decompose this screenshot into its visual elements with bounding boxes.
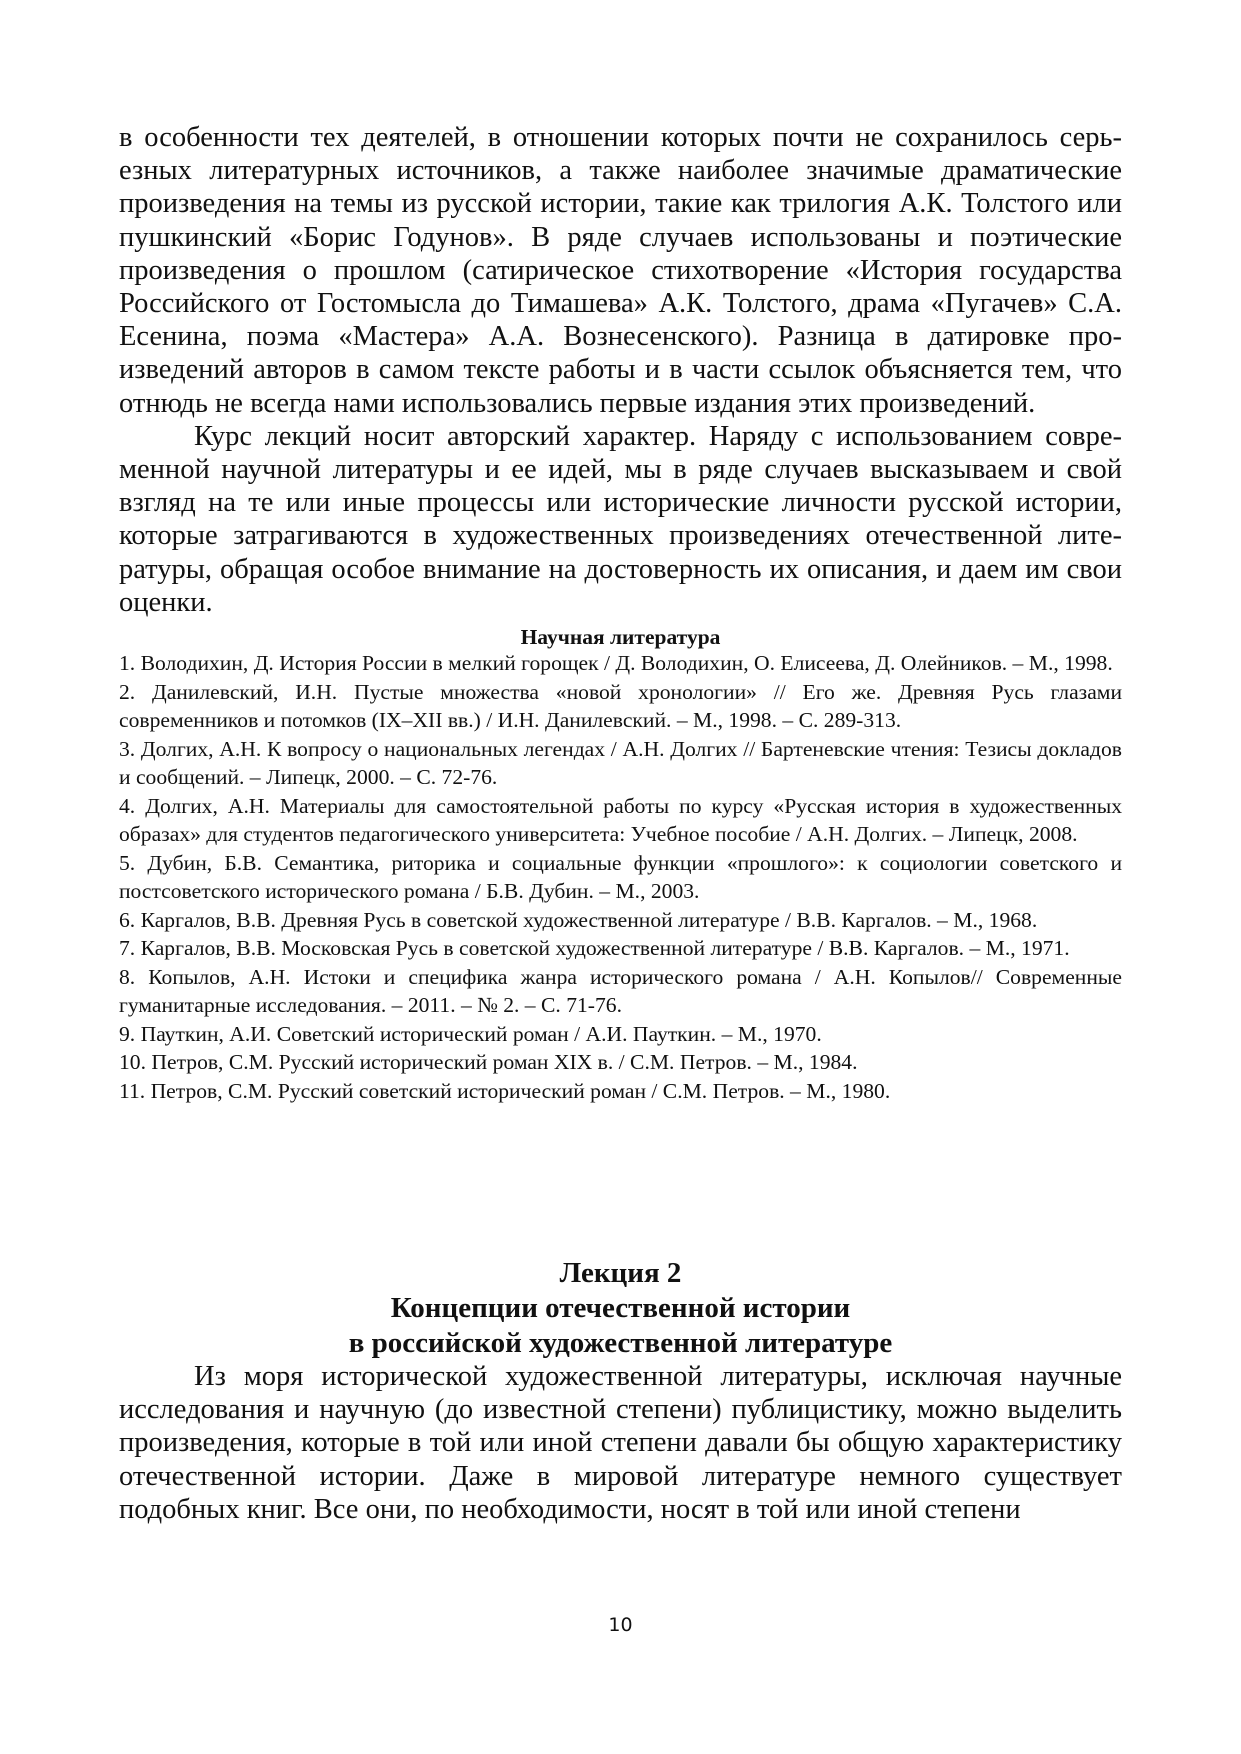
reference-item: 1. Володихин, Д. История России в мелкий горощек / Д. Володихин, О. Елисеева, Д. Олейников. – М., 1998.	[119, 651, 1113, 675]
lecture-title-line-2: в российской художественной литературе	[348, 1327, 893, 1359]
reference-item: 4. Долгих, А.Н. Материалы для самостоятельной работы по курсу «Русская история в художественных образах» для студентов педагогического университета: Учебное пособие / А.Н. Долгих. – Липецк, 2008.	[119, 793, 1122, 846]
intro-text-block	[119, 121, 1122, 619]
reference-item: 5. Дубин, Б.В. Семантика, риторика и социальные функции «прошлого»: к социологии советского и постсоветского исторического романа / Б.В. Дубин. – М., 2003.	[119, 850, 1122, 903]
intro-paragraph-2: Курс лекций носит авторский характер. Наряду с использованием современной научной литературы и ее идей, мы в ряде случаев высказываем и свой взгляд на те или иные процессы или исторические личности русской истории, которые затрагиваются в художественных произведениях отечественной литературы, обращая особое внимание на достоверность их описания, и даем им свои оценки.	[119, 420, 1122, 618]
reference-item: 10. Петров, С.М. Русский исторический роман XIX в. / С.М. Петров. – М., 1984.	[119, 1050, 858, 1074]
lecture-paragraph-1: Из моря исторической художественной литературы, исключая научные исследования и научную (до известной степени) публицистику, можно выделить произведения, которые в той или иной степени давали бы общую характеристику отечественной истории. Даже в мировой литературе немного существует подобных книг. Все они, по необходимости, носят в той или иной степени	[119, 1361, 1122, 1525]
intro-paragraph-1: в особенности тех деятелей, в отношении которых почти не сохранилось серьезных литературных источников, а также наиболее значимые драматические произведения на темы из русской истории, такие как трилогия А.К. Толстого или пушкинский «Борис Годунов». В ряде случаев использованы и поэтические произведения о прошлом (сатирическое стихотворение «История государства Российского от Гостомысла до Тимашева» А.К. Толстого, драма «Пугачев» С.А. Есенина, поэма «Мастера» А.А. Вознесенского). Разница в датировке произведений авторов в самом тексте работы и в части ссылок объясняется тем, что отнюдь не всегда нами использовались первые издания этих произведений.	[119, 122, 1122, 419]
reference-item: 8. Копылов, А.Н. Истоки и специфика жанра исторического романа / А.Н. Копылов// Современные гуманитарные исследования. – 2011. – № 2. – С. 71-76.	[119, 964, 1122, 1017]
reference-item: 11. Петров, С.М. Русский советский исторический роман / С.М. Петров. – М., 1980.	[119, 1078, 891, 1103]
references-list	[119, 649, 1122, 1105]
page-number: 10	[608, 1614, 633, 1636]
reference-item: 3. Долгих, А.Н. К вопросу о национальных легендах / А.Н. Долгих // Бартеневские чтения: Тезисы докладов и сообщений. – Липецк, 2000. – С. 72-76.	[119, 736, 1122, 789]
references-heading: Научная литература	[520, 625, 721, 649]
lecture-number: Лекция 2	[559, 1257, 682, 1289]
reference-item: 7. Каргалов, В.В. Московская Русь в советской художественной литературе / В.В. Каргалов. – М., 1971.	[119, 936, 1070, 960]
reference-item: 6. Каргалов, В.В. Древняя Русь в советской художественной литературе / В.В. Каргалов. – М., 1968.	[119, 907, 1038, 932]
lecture-heading	[119, 1256, 1122, 1361]
reference-item: 9. Пауткин, А.И. Советский исторический роман / А.И. Пауткин. – М., 1970.	[119, 1021, 822, 1046]
reference-item: 2. Данилевский, И.Н. Пустые множества «новой хронологии» // Его же. Древняя Русь глазами современников и потомков (IX–XII вв.) / И.Н. Данилевский. – М., 1998. – С. 289-313.	[119, 679, 1122, 732]
lecture-title-line-1: Концепции отечественной истории	[390, 1292, 851, 1324]
lecture-text-block	[119, 1360, 1122, 1526]
